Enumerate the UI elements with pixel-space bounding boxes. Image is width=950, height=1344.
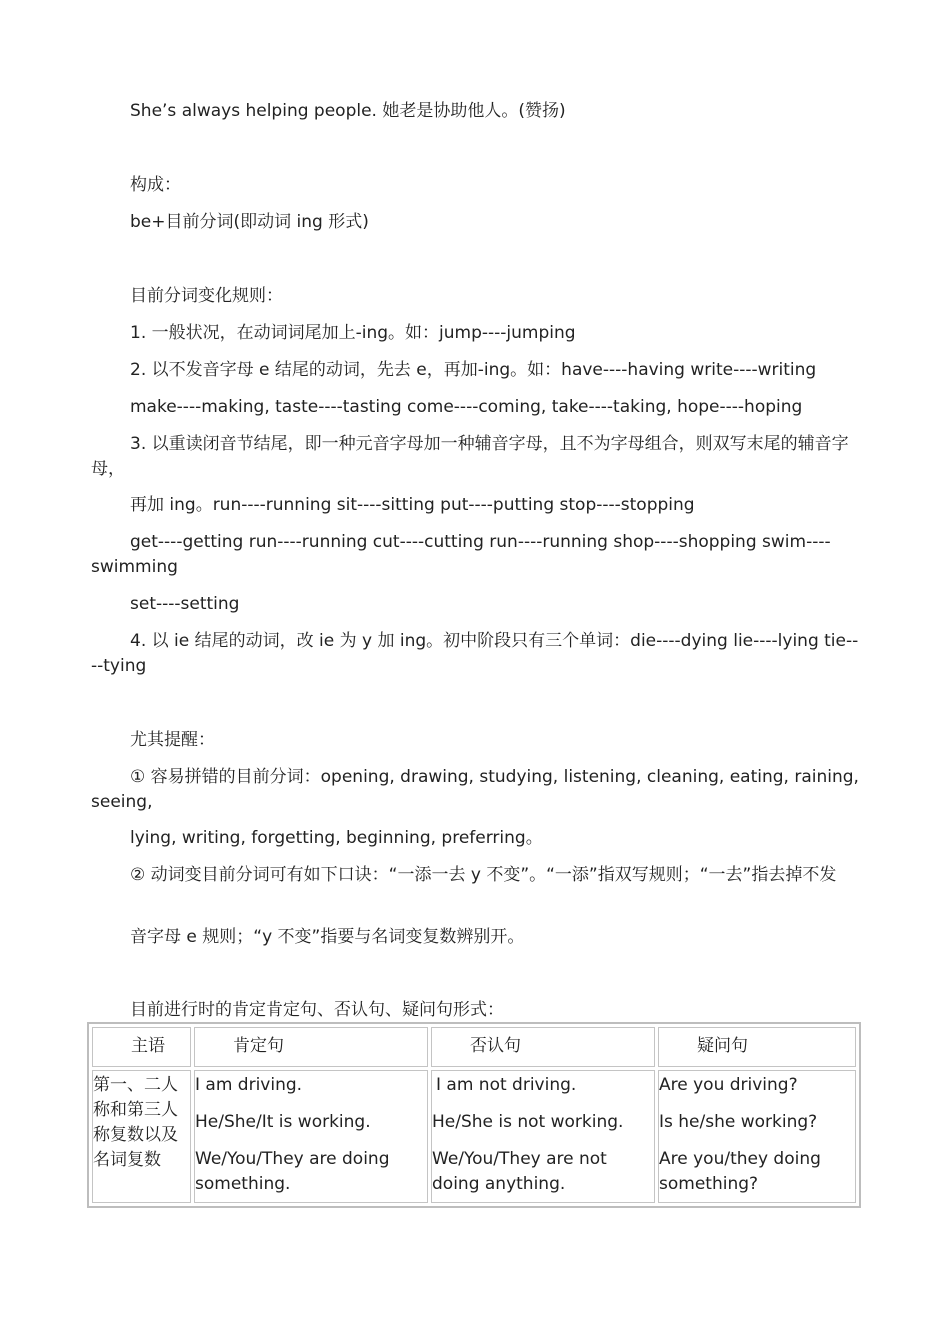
header-cell-subject: 主语 bbox=[92, 1027, 191, 1067]
rule-2-examples: make----making, taste----tasting come----coming, take----taking, hope----hoping bbox=[130, 397, 803, 417]
header-cell-negative: 否认句 bbox=[431, 1027, 655, 1067]
subject-cell: 第一、二人称和第三人称复数以及名词复数 bbox=[92, 1070, 191, 1203]
structure-formula: be+目前分词(即动词 ing 形式) bbox=[130, 212, 369, 232]
section-heading-reminder: 尤其提醒： bbox=[130, 730, 215, 750]
negative-2: He/She is not working. bbox=[432, 1112, 624, 1132]
negative-1: I am not driving. bbox=[436, 1075, 577, 1095]
question-1: Are you driving? bbox=[659, 1075, 798, 1095]
affirmative-cell bbox=[194, 1070, 428, 1203]
question-3: Are you/they doing something? bbox=[659, 1149, 821, 1194]
reminder-1-continued: lying, writing, forgetting, beginning, preferring。 bbox=[130, 828, 543, 848]
reminder-1: ① 容易拼错的目前分词：opening, drawing, studying, listening, cleaning, eating, raining, seeing, bbox=[91, 767, 859, 812]
affirmative-3: We/You/They are doing something. bbox=[195, 1149, 390, 1194]
section-heading-rules: 目前分词变化规则： bbox=[130, 286, 283, 306]
header-cell-affirmative: 肯定句 bbox=[194, 1027, 428, 1067]
rule-3-examples-more: get----getting run----running cut----cutting run----running shop----shopping swim----swimming bbox=[91, 532, 831, 577]
rule-4: 4. 以 ie 结尾的动词，改 ie 为 y 加 ing。初中阶段只有三个单词：die----dying lie----lying tie----tying bbox=[91, 631, 859, 676]
question-2: Is he/she working? bbox=[659, 1112, 818, 1132]
negative-3: We/You/They are not doing anything. bbox=[432, 1149, 607, 1194]
section-heading-structure: 构成： bbox=[130, 175, 181, 195]
reminder-2-continued: 音字母 e 规则；“y 不变”指要与名词变复数辨别开。 bbox=[130, 927, 525, 947]
question-cell bbox=[658, 1070, 856, 1203]
sentence-forms-table bbox=[87, 1022, 861, 1208]
rule-1: 1. 一般状况，在动词词尾加上-ing。如：jump----jumping bbox=[130, 323, 576, 343]
rule-3: 3. 以重读闭音节结尾，即一种元音字母加一种辅音字母，且不为字母组合，则双写末尾的辅音字母， bbox=[91, 434, 849, 479]
table-row bbox=[92, 1070, 856, 1203]
table-caption: 目前进行时的肯定肯定句、否认句、疑问句形式： bbox=[130, 1000, 504, 1020]
reminder-2: ② 动词变目前分词可有如下口诀：“一添一去 y 不变”。“一添”指双写规则；“一去”指去掉不发 bbox=[130, 865, 837, 885]
header-cell-question: 疑问句 bbox=[658, 1027, 856, 1067]
rule-3-examples: 再加 ing。run----running sit----sitting put----putting stop----stopping bbox=[130, 495, 695, 515]
rule-3-examples-last: set----setting bbox=[130, 594, 240, 614]
table-header-row bbox=[92, 1027, 856, 1067]
example-sentence: She’s always helping people. 她老是协助他人。(赞扬) bbox=[130, 101, 566, 121]
rule-2: 2. 以不发音字母 e 结尾的动词，先去 e，再加-ing。如：have----having write----writing bbox=[130, 360, 817, 380]
affirmative-1: I am driving. bbox=[195, 1075, 303, 1095]
negative-cell bbox=[431, 1070, 655, 1203]
affirmative-2: He/She/It is working. bbox=[195, 1112, 371, 1132]
